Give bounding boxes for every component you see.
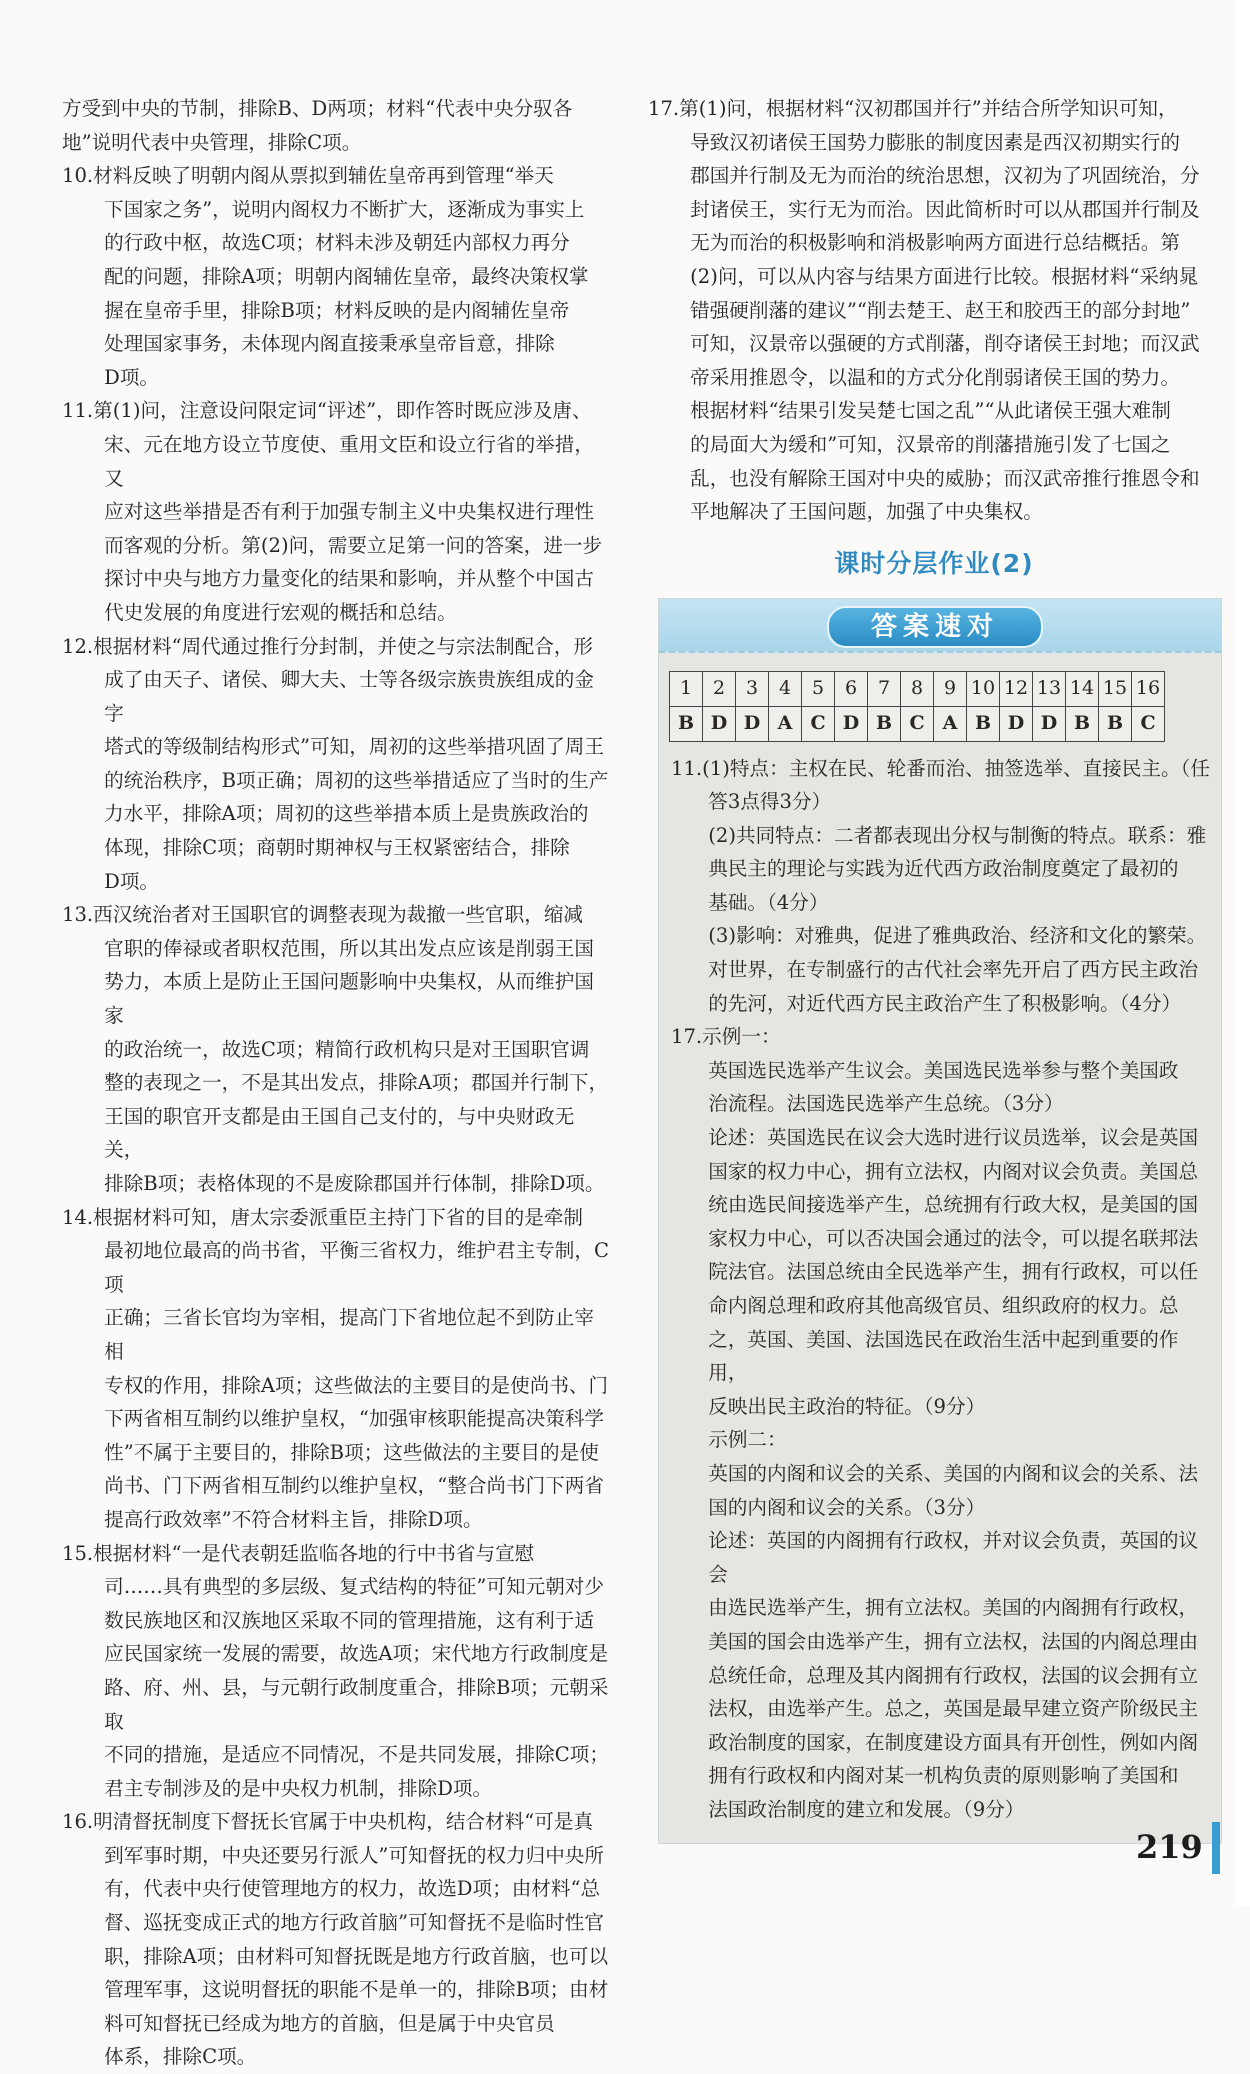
item-number: 13. — [62, 903, 94, 927]
answer-letter-cell: A — [934, 706, 967, 741]
answer-box-line: 英国的内阁和议会的关系、美国的内阁和议会的关系、法 — [708, 1461, 1199, 1485]
answer-box-line: 典民主的理论与实践为近代西方政治制度奠定了最初的 — [708, 857, 1179, 881]
item-text-line: 的统治秩序，B项正确；周初的这些举措适应了当时的生产 — [104, 768, 609, 792]
answer-box-line: (3)影响：对雅典，促进了雅典政治、经济和文化的繁荣。 — [708, 924, 1207, 948]
item-text-line: 导致汉初诸侯王国势力膨胀的制度因素是西汉初期实行的 — [690, 130, 1180, 154]
answer-box-line: 法国政治制度的建立和发展。（9分） — [708, 1797, 1025, 1821]
item-text-line: 的局面大为缓和”可知，汉景帝的削藩措施引发了七国之 — [690, 432, 1171, 456]
answer-box-line: (2)共同特点：二者都表现出分权与制衡的特点。联系：雅 — [708, 823, 1207, 847]
answer-letter-cell: B — [670, 706, 703, 741]
answer-banner — [659, 599, 1221, 653]
answer-letter-cell: C — [901, 706, 934, 741]
answer-box-line: 之，英国、美国、法国选民在政治生活中起到重要的作用， — [708, 1327, 1179, 1385]
answer-box-line: 政治制度的国家，在制度建设方面具有开创性，例如内阁 — [708, 1730, 1199, 1754]
answer-number-cell: 14 — [1066, 672, 1099, 707]
item-text-line: 配的问题，排除A项；明朝内阁辅佐皇帝，最终决策权掌 — [104, 264, 589, 288]
item-text-line: 料可知督抚已经成为地方的首脑，但是属于中央官员 — [104, 2011, 555, 2035]
answer-box-line: 基础。（4分） — [708, 890, 829, 914]
answer-explanation-item — [62, 630, 610, 899]
answer-letter-cell: C — [802, 706, 835, 741]
item-text-line: 的政治统一，故选C项；精简行政机构只是对王国职官调 — [104, 1037, 590, 1061]
item-text-line: 君主专制涉及的是中央权力机制，排除D项。 — [104, 1776, 493, 1800]
item-text-line: 司……具有典型的多层级、复式结构的特征”可知元朝对少 — [104, 1575, 604, 1599]
left-column — [62, 92, 610, 2074]
answer-explanation-item — [62, 1805, 610, 2074]
answer-box-line: 答3点得3分） — [708, 790, 832, 814]
item-text-line: 整的表现之一，不是其出发点，排除A项；郡国并行制下， — [104, 1071, 609, 1095]
answer-number-cell: 9 — [934, 672, 967, 707]
answer-box-line: 17.示例一： — [671, 1025, 781, 1049]
answer-box-line: 国家的权力中心，拥有立法权，内阁对议会负责。美国总 — [708, 1159, 1199, 1183]
answer-letter-cell: B — [1099, 706, 1132, 741]
answer-box-line: 的先河，对近代西方民主政治产生了积极影响。（4分） — [708, 991, 1182, 1015]
answer-table — [669, 671, 1165, 741]
answer-number-cell: 8 — [901, 672, 934, 707]
answer-box-line: 论述：英国选民在议会大选时进行议员选举，议会是英国 — [708, 1126, 1199, 1150]
answer-number-cell: 2 — [703, 672, 736, 707]
item-text-line: 应对这些举措是否有利于加强专制主义中央集权进行理性 — [104, 500, 594, 524]
item-text-line: 管理军事，这说明督抚的职能不是单一的，排除B项；由材 — [104, 1978, 609, 2002]
item-number: 12. — [62, 634, 94, 658]
item-text-line: D项。 — [104, 365, 160, 389]
answer-letter-cell: D — [703, 706, 736, 741]
answer-box-line: 命内阁总理和政府其他高级官员、组织政府的权力。总 — [708, 1294, 1179, 1317]
item-text-line: 探讨中央与地方力量变化的结果和影响，并从整个中国古 — [104, 567, 594, 591]
item-text-line: 体系，排除C项。 — [104, 2045, 257, 2069]
banner-title: 答案速对 — [827, 606, 1043, 648]
item-text-line: 路、府、州、县，与元朝行政制度重合，排除B项；元朝采取 — [104, 1675, 609, 1733]
quick-answer-box — [658, 598, 1222, 1843]
item-text-line: 平地解决了王国问题，加强了中央集权。 — [690, 500, 1043, 524]
answer-box-line: 论述：英国的内阁拥有行政权，并对议会负责，英国的议会 — [708, 1529, 1199, 1586]
answer-explanation-item-17 — [648, 92, 1220, 529]
answer-number-cell: 6 — [835, 672, 868, 707]
answer-explanation-item — [62, 394, 610, 629]
item-text-line: 有，代表中央行使管理地方的权力，故选D项；由材料“总 — [104, 1877, 601, 1901]
answer-box-line: 总统任命，总理及其内阁拥有行政权，法国的议会拥有立 — [708, 1663, 1199, 1687]
item-text-line: 督、巡抚变成正式的地方行政首脑”可知督抚不是临时性官 — [104, 1911, 604, 1935]
answer-letter-cell: D — [1033, 706, 1066, 741]
answer-letter-cell: D — [835, 706, 868, 741]
answer-explanation-item — [62, 159, 610, 394]
section-title: 课时分层作业(2) — [834, 548, 1034, 578]
answer-box-line: 统由选民间接选举产生，总统拥有行政大权，是美国的国 — [708, 1193, 1199, 1217]
item-text-line: D项。 — [104, 869, 160, 893]
answer-box-line: 美国的国会由选举产生，拥有立法权，法国的内阁总理由 — [708, 1629, 1199, 1653]
item-number: 11. — [62, 399, 94, 423]
item-text-line: 力水平，排除A项；周初的这些举措本质上是贵族政治的 — [104, 802, 589, 826]
item-text-line: 塔式的等级制结构形式”可知，周初的这些举措巩固了周王 — [104, 735, 604, 759]
item-text-line: 不同的措施，是适应不同情况，不是共同发展，排除C项； — [104, 1743, 609, 1767]
item-text-line: 根据材料“结果引发吴楚七国之乱”“从此诸侯王强大难制 — [690, 399, 1171, 423]
answer-letter-cell: C — [1132, 706, 1165, 741]
answer-explanation-item — [62, 1537, 610, 1806]
item-text-line: 下两省相互制约以维护皇权，“加强审核职能提高决策科学 — [104, 1407, 604, 1431]
item-text-line: 代史发展的角度进行宏观的概括和总结。 — [104, 600, 457, 624]
item-text-line: 体现，排除C项；商朝时期神权与王权紧密结合，排除 — [104, 836, 570, 860]
answer-letter-cell: B — [868, 706, 901, 741]
item-number: 15. — [62, 1541, 94, 1565]
answer-letter-cell: B — [967, 706, 1000, 741]
item-number: 16. — [62, 1810, 94, 1834]
item-text-line: 郡国并行制及无为而治的统治思想，汉初为了巩固统治，分 — [690, 164, 1200, 188]
item-text-line: 应民国家统一发展的需要，故选A项；宋代地方行政制度是 — [104, 1642, 609, 1666]
answer-box-line: 示例二： — [708, 1428, 787, 1452]
answer-box-line: 英国选民选举产生议会。美国选民选举参与整个美国政 — [708, 1058, 1179, 1082]
answer-explanation-item — [62, 898, 610, 1200]
answer-number-cell: 7 — [868, 672, 901, 707]
answer-number-cell: 13 — [1033, 672, 1066, 707]
item-text-line: 帝采用推恩令，以温和的方式分化削弱诸侯王国的势力。 — [690, 365, 1180, 389]
item-text-line: 握在皇帝手里，排除B项；材料反映的是内阁辅佐皇帝 — [104, 298, 570, 322]
item-text-line: 性”不属于主要目的，排除B项；这些做法的主要目的是使 — [104, 1440, 599, 1464]
item-text-line: 下国家之务”，说明内阁权力不断扩大，逐渐成为事实上 — [104, 197, 585, 221]
item-text-line: 正确；三省长官均为宰相，提高门下省地位起不到防止宰相 — [104, 1306, 594, 1363]
item-text-line: 明清督抚制度下督抚长官属于中央机构，结合材料“可是真 — [93, 1810, 594, 1834]
item-text-line: 第(1)问，注意设问限定词“评述”，即作答时既应涉及唐、 — [93, 399, 592, 423]
item-text-line: 数民族地区和汉族地区采取不同的管理措施，这有利于适 — [104, 1608, 594, 1632]
item-text-line: 错强硬削藩的建议”“削去楚王、赵王和胶西王的部分封地” — [690, 298, 1191, 322]
item-number: 14. — [62, 1205, 94, 1229]
answer-explanation-item — [62, 1201, 610, 1537]
item-text-line: 宋、元在地方设立节度使、重用文臣和设立行省的举措，又 — [104, 432, 594, 490]
continued-text-line: 地”说明代表中央管理，排除C项。 — [62, 130, 362, 154]
item-text-line: 王国的职官开支都是由王国自己支付的，与中央财政无关， — [104, 1104, 575, 1162]
answer-number-row — [670, 672, 1165, 707]
item-text-line: 根据材料“周代通过推行分封制，并使之与宗法制配合，形 — [93, 634, 594, 658]
item-text-line: 职，排除A项；由材料可知督抚既是地方行政首脑，也可以 — [104, 1944, 609, 1968]
item-text-line: 而客观的分析。第(2)问，需要立足第一问的答案，进一步 — [104, 533, 603, 557]
item-text-line: 第(1)问，根据材料“汉初郡国并行”并结合所学知识可知， — [679, 97, 1178, 120]
item-text-line: 势力，本质上是防止王国问题影响中央集权，从而维护国家 — [104, 970, 594, 1028]
item-text-line: 根据材料“一是代表朝廷监临各地的行中书省与宣慰 — [93, 1541, 535, 1565]
answer-box-line: 院法官。法国总统由全民选举产生，拥有行政权，可以任 — [708, 1260, 1199, 1284]
item-text-line: 根据材料可知，唐太宗委派重臣主持门下省的目的是牵制 — [93, 1205, 584, 1229]
item-text-line: 材料反映了明朝内阁从票拟到辅佐皇帝再到管理“举天 — [93, 164, 554, 188]
answer-box-line: 法权，由选举产生。总之，英国是最早建立资产阶级民主 — [708, 1697, 1199, 1721]
item-text-line: 专权的作用，排除A项；这些做法的主要目的是使尚书、门 — [104, 1373, 609, 1397]
answer-number-cell: 10 — [967, 672, 1000, 707]
answer-number-cell: 16 — [1132, 672, 1165, 707]
page-edge — [1236, 0, 1250, 1906]
answer-box-line: 由选民选举产生，拥有立法权。美国的内阁拥有行政权， — [708, 1596, 1199, 1620]
answer-box-line: 反映出民主政治的特征。（9分） — [708, 1394, 986, 1418]
answer-box-line: 对世界，在专制盛行的古代社会率先开启了西方民主政治 — [708, 958, 1199, 982]
answer-number-cell: 4 — [769, 672, 802, 707]
item-text-line: 无为而治的积极影响和消极影响两方面进行总结概括。第 — [690, 231, 1180, 255]
answer-number-cell: 15 — [1099, 672, 1132, 707]
page-number-accent-bar — [1212, 1822, 1220, 1874]
item-text-line: 处理国家事务，未体现内阁直接秉承皇帝旨意，排除 — [104, 332, 555, 356]
item-text-line: 最初地位最高的尚书省，平衡三省权力，维护君主专制，C项 — [104, 1239, 609, 1296]
right-column — [648, 92, 1220, 1844]
item-text-line: 可知，汉景帝以强硬的方式削藩，削夺诸侯王封地；而汉武 — [690, 332, 1200, 356]
answer-box-line: 11.(1)特点：主权在民、轮番而治、抽签选举、直接民主。（任 — [671, 756, 1210, 780]
answer-box-line: 拥有行政权和内阁对某一机构负责的原则影响了美国和 — [708, 1764, 1179, 1788]
item-text-line: 乱，也没有解除王国对中央的威胁；而汉武帝推行推恩令和 — [690, 466, 1200, 490]
item-text-line: 西汉统治者对王国职官的调整表现为裁撤一些官职，缩减 — [93, 903, 584, 927]
item-text-line: 尚书、门下两省相互制约以维护皇权，“整合尚书门下两省 — [104, 1474, 604, 1498]
answer-letter-row — [670, 706, 1165, 741]
item-text-line: 官职的俸禄或者职权范围，所以其出发点应该是削弱王国 — [104, 936, 594, 960]
answer-number-cell: 1 — [670, 672, 703, 707]
answer-number-cell: 3 — [736, 672, 769, 707]
item-text-line: 成了由天子、诸侯、卿大夫、士等各级宗族贵族组成的金字 — [104, 668, 594, 725]
answer-letter-cell: D — [736, 706, 769, 741]
answer-letter-cell: A — [769, 706, 802, 741]
answer-box-line: 国的内阁和议会的关系。（3分） — [708, 1495, 986, 1519]
answer-box-text — [659, 752, 1221, 1827]
item-text-line: (2)问，可以从内容与结果方面进行比较。根据材料“采纳晁 — [690, 264, 1199, 288]
item-text-line: 封诸侯王，实行无为而治。因此简析时可以从郡国并行制及 — [690, 197, 1200, 221]
page-number: 219 — [1136, 1828, 1203, 1866]
item-text-line: 提高行政效率”不符合材料主旨，排除D项。 — [104, 1507, 483, 1531]
answer-letter-cell: B — [1066, 706, 1099, 741]
answer-number-cell: 5 — [802, 672, 835, 707]
answer-letter-cell: D — [1000, 706, 1033, 741]
answer-box-line: 家权力中心，可以否决国会通过的法令，可以提名联邦法 — [708, 1226, 1199, 1250]
item-number: 10. — [62, 164, 94, 188]
item-text-line: 到军事时期，中央还要另行派人”可知督抚的权力归中央所 — [104, 1843, 604, 1867]
item-text-line: 的行政中枢，故选C项；材料未涉及朝廷内部权力再分 — [104, 231, 570, 255]
answer-box-line: 治流程。法国选民选举产生总统。（3分） — [708, 1092, 1064, 1116]
item-text-line: 排除B项；表格体现的不是废除郡国并行体制，排除D项。 — [104, 1172, 605, 1195]
continued-text-line: 方受到中央的节制，排除B、D两项；材料“代表中央分驭各 — [62, 97, 573, 120]
answer-number-cell: 12 — [1000, 672, 1033, 707]
item-number: 17. — [648, 97, 680, 120]
